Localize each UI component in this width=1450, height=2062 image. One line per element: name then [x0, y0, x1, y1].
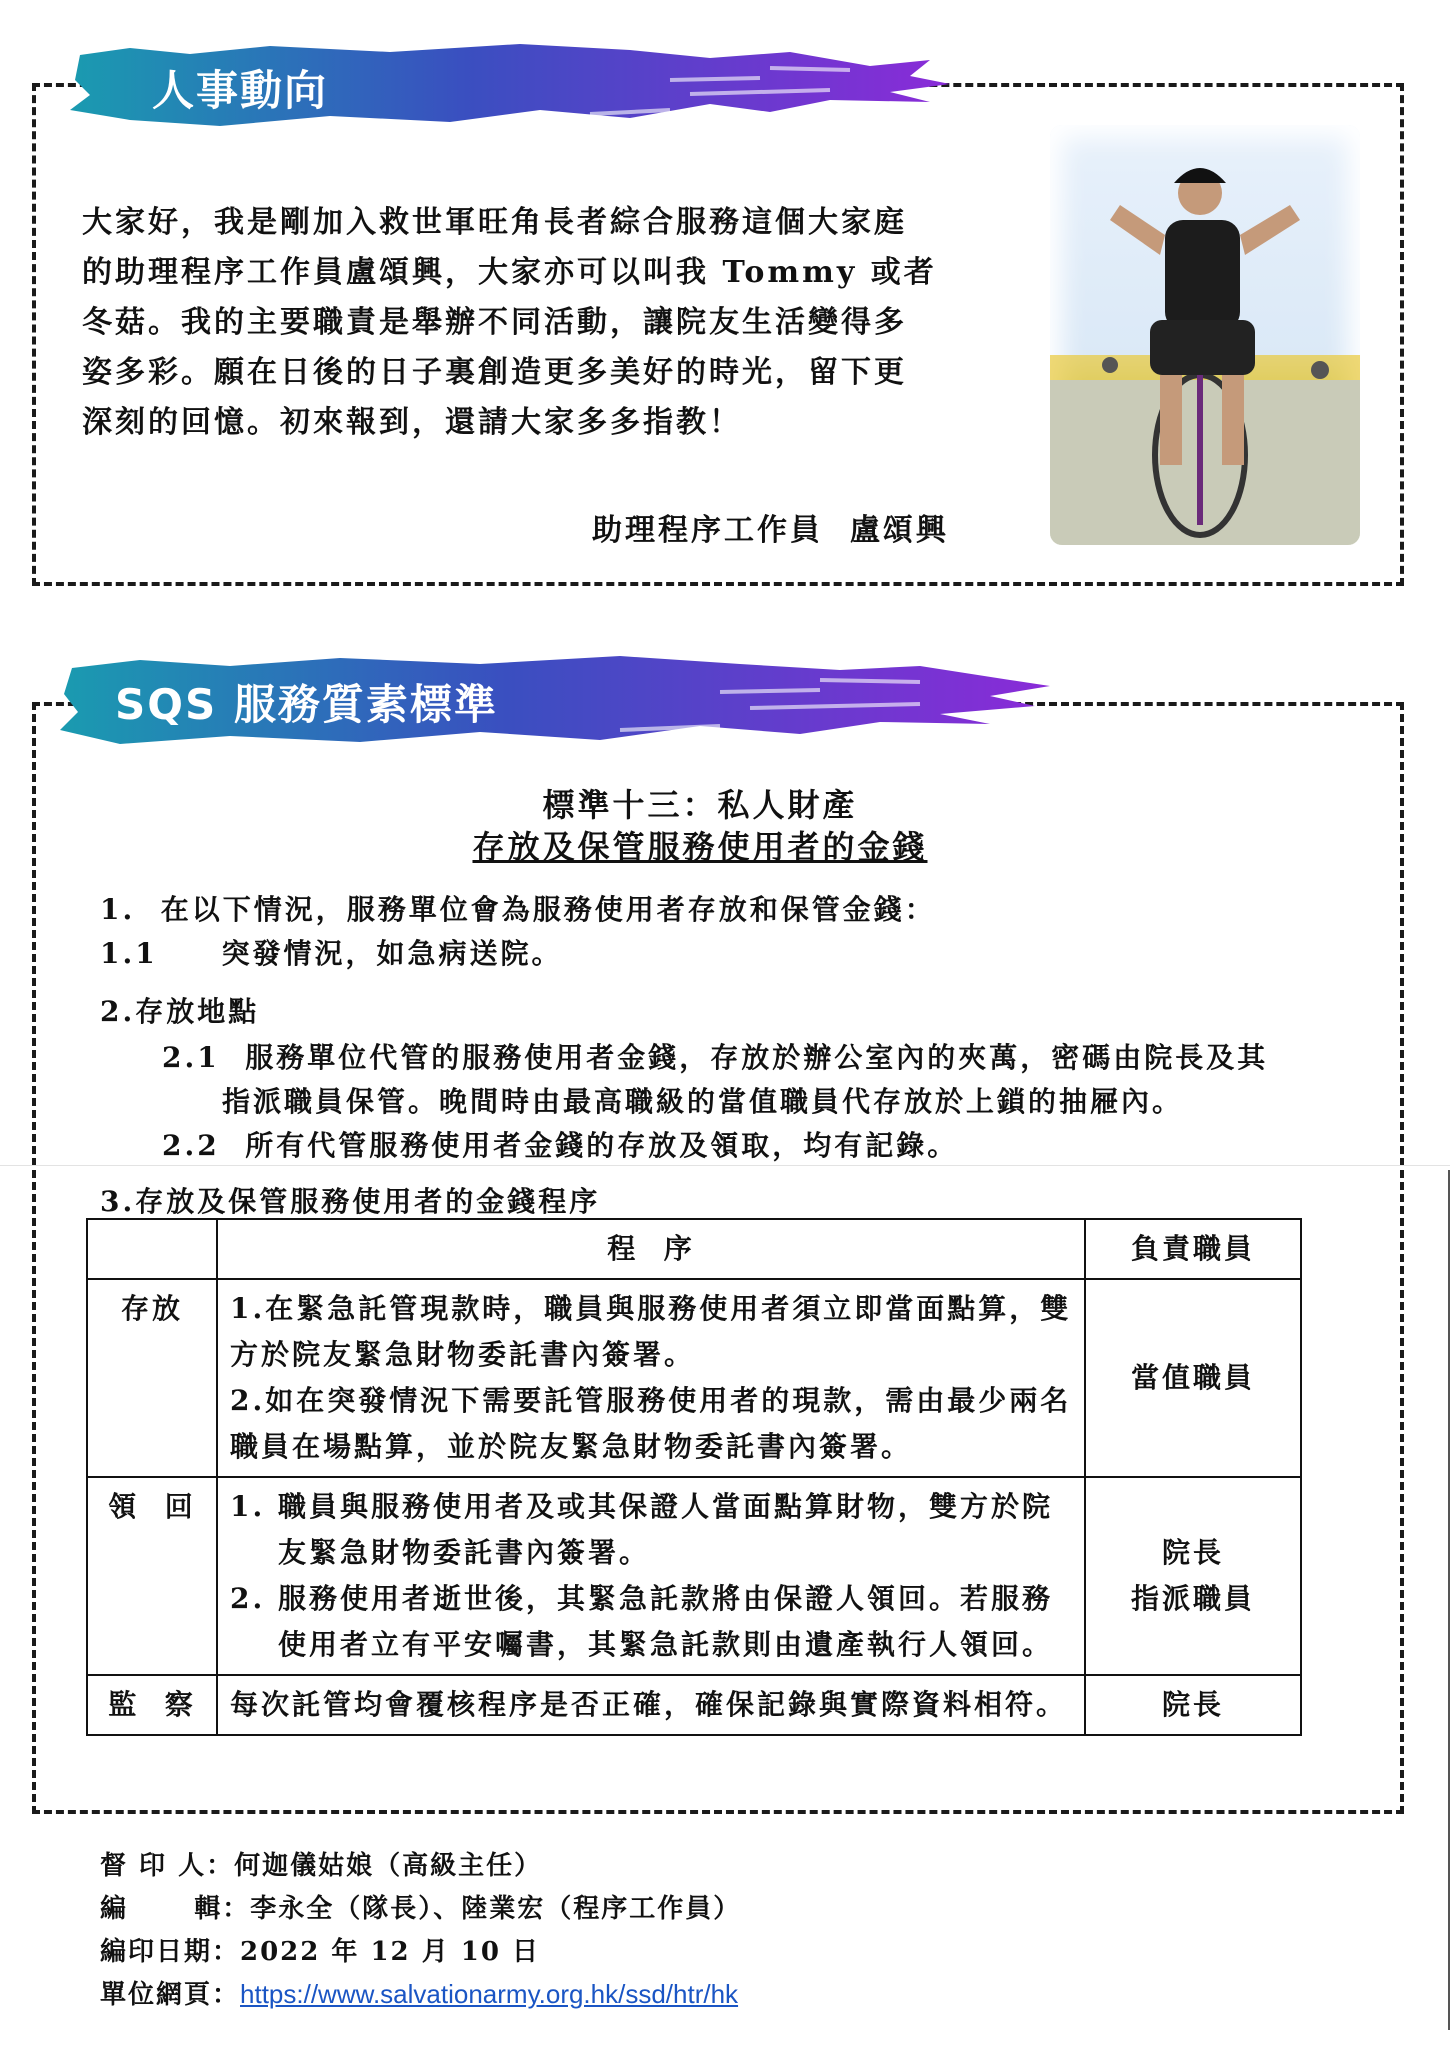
procedure-item-number: 1.	[230, 1490, 266, 1523]
row-procedure: 每次託管均會覆核程序是否正確，確保記錄與實際資料相符。	[217, 1675, 1085, 1735]
row-staff-line: 院長	[1161, 1536, 1224, 1569]
intro-line: 姿多彩。願在日後的日子裏創造更多美好的時光，留下更	[82, 355, 907, 390]
table-row	[87, 1279, 1301, 1477]
intro-line: 深刻的回憶。初來報到，還請大家多多指教！	[82, 405, 742, 440]
table-header-procedure: 程 序	[217, 1219, 1085, 1279]
table-header-row	[87, 1219, 1301, 1279]
point-1: 1. 在以下情況，服務單位會為服務使用者存放和保管金錢：	[100, 893, 936, 926]
intro-line: 的助理程序工作員盧頌興，大家亦可以叫我 Tommy 或者	[82, 255, 937, 290]
page-edge-line	[0, 1165, 1450, 1166]
procedure-item-text: 職員與服務使用者及或其保證人當面點算財物，雙方於院友緊急財物委託書內簽署。	[278, 1490, 1054, 1569]
row-procedure	[217, 1477, 1085, 1675]
row-staff: 當值職員	[1085, 1279, 1301, 1477]
point-1-1: 1.1 突發情況，如急病送院。	[100, 937, 563, 970]
point-3: 3.存放及保管服務使用者的金錢程序	[100, 1185, 601, 1218]
row-category: 領 回	[87, 1477, 217, 1675]
footer-website-label: 單位網頁：	[100, 1980, 241, 2010]
point-2-1-continued: 指派職員保管。晚間時由最高職級的當值職員代存放於上鎖的抽屜內。	[222, 1085, 1184, 1118]
cyclist-photo-illustration	[1050, 125, 1360, 545]
personnel-banner	[70, 40, 970, 130]
row-staff: 院長	[1085, 1675, 1301, 1735]
procedure-item: 1.在緊急託管現款時，職員與服務使用者須立即當面點算，雙方於院友緊急財物委託書內簽署。	[230, 1292, 1072, 1371]
footer-editor: 編 輯：李永全（隊長）、陸業宏（程序工作員）	[100, 1894, 742, 1924]
procedure-table	[86, 1218, 1302, 1736]
row-procedure	[217, 1279, 1085, 1477]
procedure-item	[230, 1484, 1072, 1576]
website-link[interactable]: https://www.salvationarmy.org.hk/ssd/htr/hk	[240, 1979, 739, 2009]
intro-line: 大家好，我是剛加入救世軍旺角長者綜合服務這個大家庭	[82, 205, 907, 240]
sqs-banner	[60, 650, 1050, 740]
intro-line: 冬菇。我的主要職責是舉辦不同活動，讓院友生活變得多	[82, 305, 907, 340]
table-row	[87, 1477, 1301, 1675]
footer-supervisor: 督 印 人：何迦儀姑娘（高級主任）	[100, 1851, 543, 1881]
intro-text	[82, 198, 1002, 448]
sqs-standard-title: 標準十三：私人財產	[542, 786, 858, 824]
row-category: 存放	[87, 1279, 217, 1477]
table-header-empty	[87, 1219, 217, 1279]
row-category: 監 察	[87, 1675, 217, 1735]
row-staff	[1085, 1477, 1301, 1675]
point-2: 2.存放地點	[100, 995, 260, 1028]
footer-date: 編印日期：2022 年 12 月 10 日	[100, 1937, 540, 1967]
personnel-banner-title: 人事動向	[152, 66, 329, 115]
table-header-staff: 負責職員	[1085, 1219, 1301, 1279]
sqs-banner-title: SQS 服務質素標準	[115, 680, 498, 729]
table-row	[87, 1675, 1301, 1735]
procedure-item: 2.如在突發情況下需要託管服務使用者的現款，需由最少兩名職員在場點算，並於院友緊急財物委託書內簽署。	[230, 1384, 1072, 1463]
procedure-item-text: 服務使用者逝世後，其緊急託款將由保證人領回。若服務使用者立有平安囑書，其緊急託款則由遺產執行人領回。	[278, 1582, 1054, 1661]
procedure-item	[230, 1576, 1072, 1668]
sqs-standard-subtitle: 存放及保管服務使用者的金錢	[472, 828, 928, 866]
staff-photo	[1050, 125, 1360, 545]
footer-website	[100, 1974, 738, 2011]
point-2-2: 2.2 所有代管服務使用者金錢的存放及領取，均有記錄。	[162, 1129, 959, 1162]
row-staff-line: 指派職員	[1130, 1582, 1255, 1615]
procedure-item-number: 2.	[230, 1582, 266, 1615]
point-2-1: 2.1 服務單位代管的服務使用者金錢，存放於辦公室內的夾萬，密碼由院長及其	[162, 1041, 1269, 1074]
signature: 助理程序工作員 盧頌興	[592, 513, 949, 548]
